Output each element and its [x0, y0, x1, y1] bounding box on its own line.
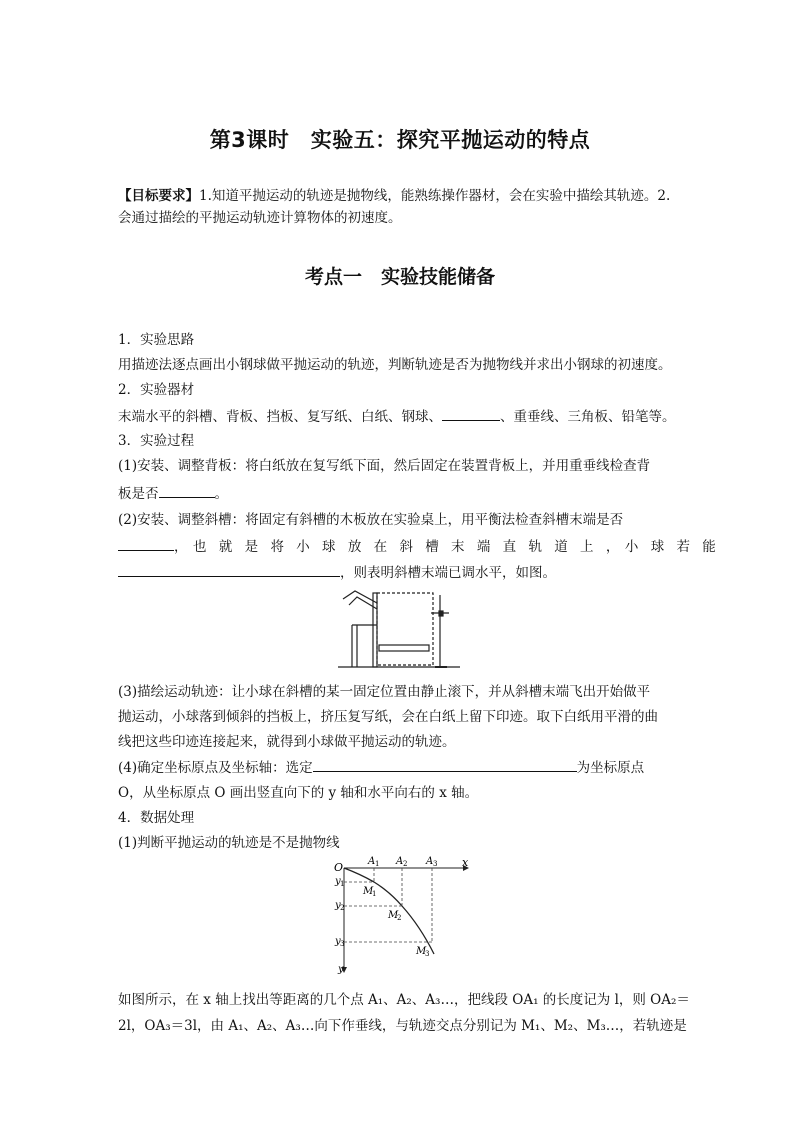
blank-ball-state [118, 562, 340, 577]
s3-p3c: 线把这些印迹连接起来，就得到小球做平抛运动的轨迹。 [118, 734, 456, 750]
s4-p5: 如图所示，在 x 轴上找出等距离的几个点 A₁、A₂、A₃…，把线段 OA₁ 的长度记为 l，则 OA₂＝ [118, 992, 690, 1008]
s3-heading: 3．实验过程 [118, 433, 195, 449]
s3-p2c [118, 562, 684, 583]
section-title: 考点一 实验技能储备 [304, 266, 495, 288]
s1-heading: 1．实验思路 [118, 332, 195, 348]
sub-y1: 1 [340, 880, 345, 888]
s3-p1b [118, 483, 684, 504]
s2-heading: 2．实验器材 [118, 382, 195, 398]
sub-y2: 2 [340, 904, 345, 912]
label-m2: M [388, 910, 399, 921]
sub-a3: 3 [433, 860, 438, 868]
label-a2: A [396, 856, 404, 867]
label-x: x [462, 856, 469, 869]
s4-heading: 4．数据处理 [118, 810, 195, 826]
blank-horizontal [118, 536, 174, 551]
sub-m2: 2 [397, 914, 402, 922]
s3-p2a: (2)安装、调整斜槽：将固定有斜槽的木板放在实验桌上，用平衡法检查斜槽末端是否 [118, 512, 624, 528]
sub-a2: 2 [403, 860, 408, 868]
sub-a1: 1 [375, 860, 380, 868]
blank-origin [313, 757, 577, 772]
goal-line-1 [118, 186, 684, 206]
s2-text [118, 406, 684, 427]
s3-p3b: 抛运动，小球落到倾斜的挡板上，挤压复写纸，会在白纸上留下印迹。取下白纸用平滑的曲 [118, 709, 658, 725]
sub-m1: 1 [372, 890, 377, 898]
s3-p4a-a: (4)确定坐标原点及坐标轴：选定 [118, 760, 313, 776]
s3-p1a: (1)安装、调整背板：将白纸放在复写纸下面，然后固定在装置背板上，并用重垂线检查背 [118, 458, 651, 474]
label-o: O [334, 861, 344, 874]
s4-p6: 2l，OA₃＝3l，由 A₁、A₂、A₃…向下作垂线，与轨迹交点分别记为 M₁、M₂、M₃…，若轨迹是 [118, 1018, 687, 1034]
label-a3: A [426, 856, 434, 867]
goal-line-2: 会通过描绘的平抛运动轨迹计算物体的初速度。 [118, 210, 402, 226]
s3-p4a [118, 757, 684, 778]
label-m1: M [363, 886, 374, 897]
goal-label: 【目标要求】 [118, 188, 199, 204]
sub-y3: 3 [340, 940, 345, 948]
goal-text-1: 1.知道平抛运动的轨迹是抛物线，能熟练操作器材，会在实验中描绘其轨迹。2. [199, 188, 671, 204]
s3-p2b [118, 536, 716, 557]
page-title: 第3课时 实验五：探究平抛运动的特点 [209, 128, 591, 152]
label-y1: y [335, 876, 341, 887]
s3-p1b-b: 。 [214, 486, 228, 502]
s1-text: 用描迹法逐点画出小钢球做平抛运动的轨迹，判断轨迹是否为抛物线并求出小钢球的初速度。 [118, 357, 672, 373]
label-m3: M [416, 946, 427, 957]
trajectory-figure [330, 854, 480, 979]
label-y2: y [335, 900, 341, 911]
s3-p1b-a: 板是否 [118, 486, 159, 502]
label-y3: y [335, 936, 341, 947]
s2-text-a: 末端水平的斜槽、背板、挡板、复写纸、白纸、钢球、 [118, 409, 442, 425]
s3-p2b-text: ， 也 就 是 将 小 球 放 在 斜 槽 末 端 直 轨 道 上 ， 小 球 若 能 [174, 539, 716, 555]
s3-p3a: (3)描绘运动轨迹：让小球在斜槽的某一固定位置由静止滚下，并从斜槽末端飞出开始做平 [118, 684, 651, 700]
apparatus-figure [335, 585, 465, 671]
blank-equipment [442, 406, 500, 421]
s3-p4b: O，从坐标原点 O 画出竖直向下的 y 轴和水平向右的 x 轴。 [118, 785, 479, 801]
label-y: y [338, 964, 344, 975]
sub-m3: 3 [425, 950, 430, 958]
s4-sub1: (1)判断平抛运动的轨迹是不是抛物线 [118, 835, 340, 851]
blank-vertical [159, 483, 215, 498]
s3-p4a-b: 为坐标原点 [576, 760, 645, 776]
s2-text-b: 、重垂线、三角板、铅笔等。 [500, 409, 676, 425]
s3-p2c-text: ，则表明斜槽末端已调水平，如图。 [340, 565, 556, 581]
label-a1: A [368, 856, 376, 867]
